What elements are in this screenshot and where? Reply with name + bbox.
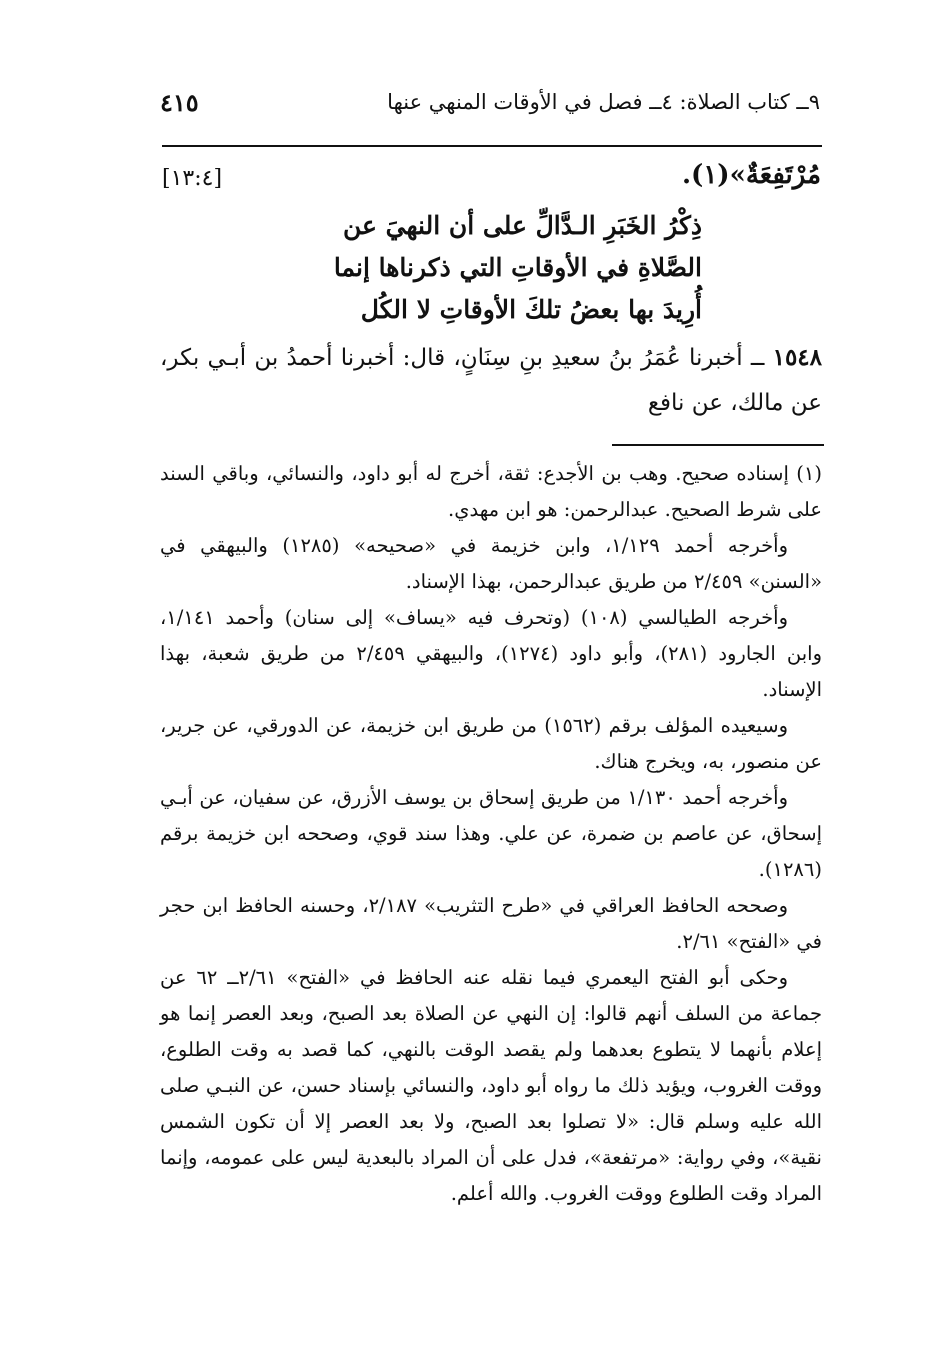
heading-line: أُرِيدَ بها بعضُ تلكَ الأوقاتِ لا الكُل [360, 295, 702, 324]
reference-marker: [١٣:٤] [162, 166, 223, 191]
hadith-body: ــ أخبرنا عُمَرُ بنُ سعيدِ بنِ سِنَانٍ، قال: أخبرنا أحمدُ بن أبـي بكر، عن مالك، عن نافع [160, 345, 822, 416]
chapter-heading [282, 205, 702, 331]
hadith-number: ١٥٤٨ [772, 344, 823, 371]
header-divider [162, 145, 822, 147]
footnote-paragraph: (١) إسناده صحيح. وهب بن الأجدع: ثقة، أخرج له أبو داود، والنسائي، وباقي السند على شرط الصحيح. عبدالرحمن: هو ابن مهدي. [160, 462, 822, 521]
hadith-text [160, 335, 822, 426]
footnote-paragraph: وأخرجه الطيالسي (١٠٨) (وتحرف فيه «يساف» إلى سنان) وأحمد ١/١٤١، وابن الجارود (٢٨١)، وأبو داود (١٢٧٤)، والبيهقي ٢/٤٥٩ من طريق شعبة، بهذا الإسناد. [160, 606, 823, 701]
page-number: ٤١٥ [160, 88, 199, 117]
continued-text: مُرْتَفِعَةٌ»(١). [681, 160, 821, 190]
footnotes [160, 456, 822, 1212]
footnote-paragraph: وأخرجه أحمد ١/١٣٠ من طريق إسحاق بن يوسف الأزرق، عن سفيان، عن أبـي إسحاق، عن عاصم بن ضمرة، عن علي. وهذا سند قوي، وصححه ابن خزيمة برقم (١٢٨٦). [160, 786, 822, 881]
running-header [160, 84, 820, 134]
footnote-divider [612, 444, 824, 446]
footnote-paragraph: وأخرجه أحمد ١/١٢٩، وابن خزيمة في «صحيحه» (١٢٨٥) والبيهقي في «السنن» ٢/٤٥٩ من طريق عبدالرحمن، بهذا الإسناد. [160, 534, 822, 593]
heading-line: ذِكْرُ الخَبَرِ الـدَّالِّ على أن النهيَ عن [343, 211, 702, 240]
footnote-paragraph: وسيعيده المؤلف برقم (١٥٦٢) من طريق ابن خزيمة، عن الدورقي، عن جرير، عن منصور، به، ويخرج هناك. [160, 714, 822, 773]
footnote-paragraph: وصححه الحافظ العراقي في «طرح التثريب» ٢/١٨٧، وحسنه الحافظ ابن حجر في «الفتح» ٢/٦١. [160, 894, 822, 953]
header-title: ٩ــ كتاب الصلاة: ٤ــ فصل في الأوقات المنهي عنها [387, 90, 820, 114]
footnote-paragraph: وحكى أبو الفتح اليعمري فيما نقله عنه الحافظ في «الفتح» ٢/٦١ــ ٦٢ عن جماعة من السلف أنهم قالوا: إن النهي عن الصلاة بعد الصبح، وبعد العصر إنما هو إعلام بأنهما لا يتطوع بعدهما ولم يقصد الوقت بالنهي، كما قصد به وقت الطلوع، ووقت الغروب، ويؤيد ذلك ما رواه أبو داود، والنسائي بإسناد حسن، عن النبـي صلى الله عليه وسلم قال: «لا تصلوا بعد الصبح، ولا بعد العصر إلا أن تكون الشمس نقية»، وفي رواية: «مرتفعة»، فدل على أن المراد بالبعدية ليس على عمومه، وإنما المراد وقت الطلوع ووقت الغروب. والله أعلم. [160, 966, 822, 1205]
heading-line: الصَّلاةِ في الأوقاتِ التي ذكرناها إنما [333, 253, 702, 282]
